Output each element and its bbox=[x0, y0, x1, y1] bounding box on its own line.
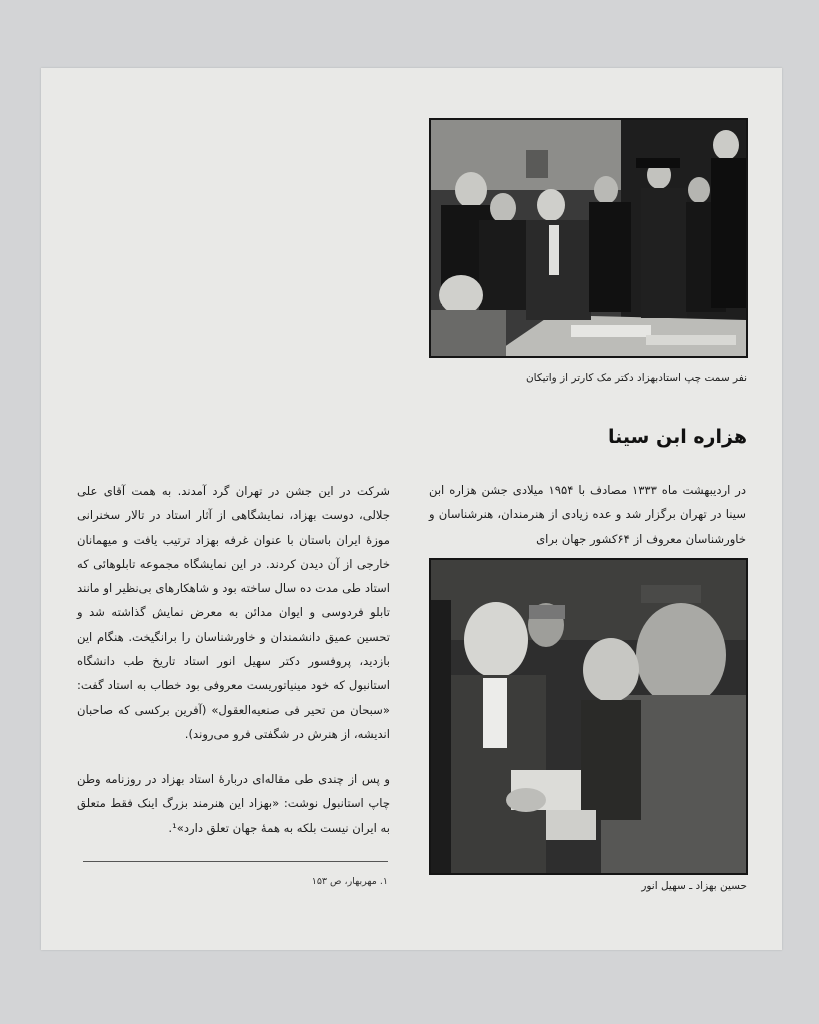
footnote: ۱. مهربهار، ص ۱۵۳ bbox=[311, 876, 388, 887]
left-column-text: شرکت در این جشن در تهران گرد آمدند. به همت آقای علی جلالی، دوست بهزاد، نمایشگاهی از آثار استاد در تالار سخنرانی موزهٔ ایران باستان با عنوان غرفه بهزاد ترتیب یافت و میهمانان خارجی از آن دیدن کردند. در این نمایشگاه مجموعه تابلوهائی که استاد طی مدت ده سال ساخته بود و شاهکارهای بی‌نظیر او مانند تابلو فردوسی و ایوان مدائن به معرض نمایش گذاشته شد و تحسین عمیق دانشمندان و خاورشناسان را برانگیخت. هنگام این بازدید، پروفسور دکتر سهیل انور استاد تاریخ طب دانشگاه استانبول که خود مینیاتوریست معروفی بود خطاب به استاد گفت: «سبحان من تحیر فی صنعیه‌العقول» (آفرین برکسی که صاحبان اندیشه، از هنرش در شگفتی فرو می‌روند). bbox=[77, 484, 390, 741]
bottom-photo-image bbox=[431, 560, 746, 873]
top-photo-caption: نفر سمت چپ استادبهزاد دکتر مک کارتر از واتیکان bbox=[525, 372, 747, 384]
top-photo-image bbox=[431, 120, 746, 356]
bottom-photo bbox=[429, 558, 748, 875]
bottom-photo-caption: حسین بهزاد ـ سهیل انور bbox=[641, 880, 747, 892]
section-title: هزاره ابن سینا bbox=[608, 426, 747, 448]
footnote-divider bbox=[83, 861, 388, 862]
top-photo bbox=[429, 118, 748, 358]
book-page bbox=[41, 68, 782, 950]
left-column-text-2: و پس از چندی طی مقاله‌ای دربارهٔ استاد بهزاد در روزنامه وطن چاپ استانبول نوشت: «بهزاد این هنرمند بزرگ اینک فقط متعلق به ایران نیست بلکه به همهٔ جهان تعلق دارد»¹. bbox=[77, 772, 390, 835]
right-column-text: در اردیبهشت ماه ۱۳۳۳ مصادف با ۱۹۵۴ میلادی جشن هزاره ابن سینا در تهران برگزار شد و عده زیادی از هنرمندان، هنرشناسان و خاورشناسان معروف از ۶۴کشور جهان برای bbox=[429, 483, 746, 546]
